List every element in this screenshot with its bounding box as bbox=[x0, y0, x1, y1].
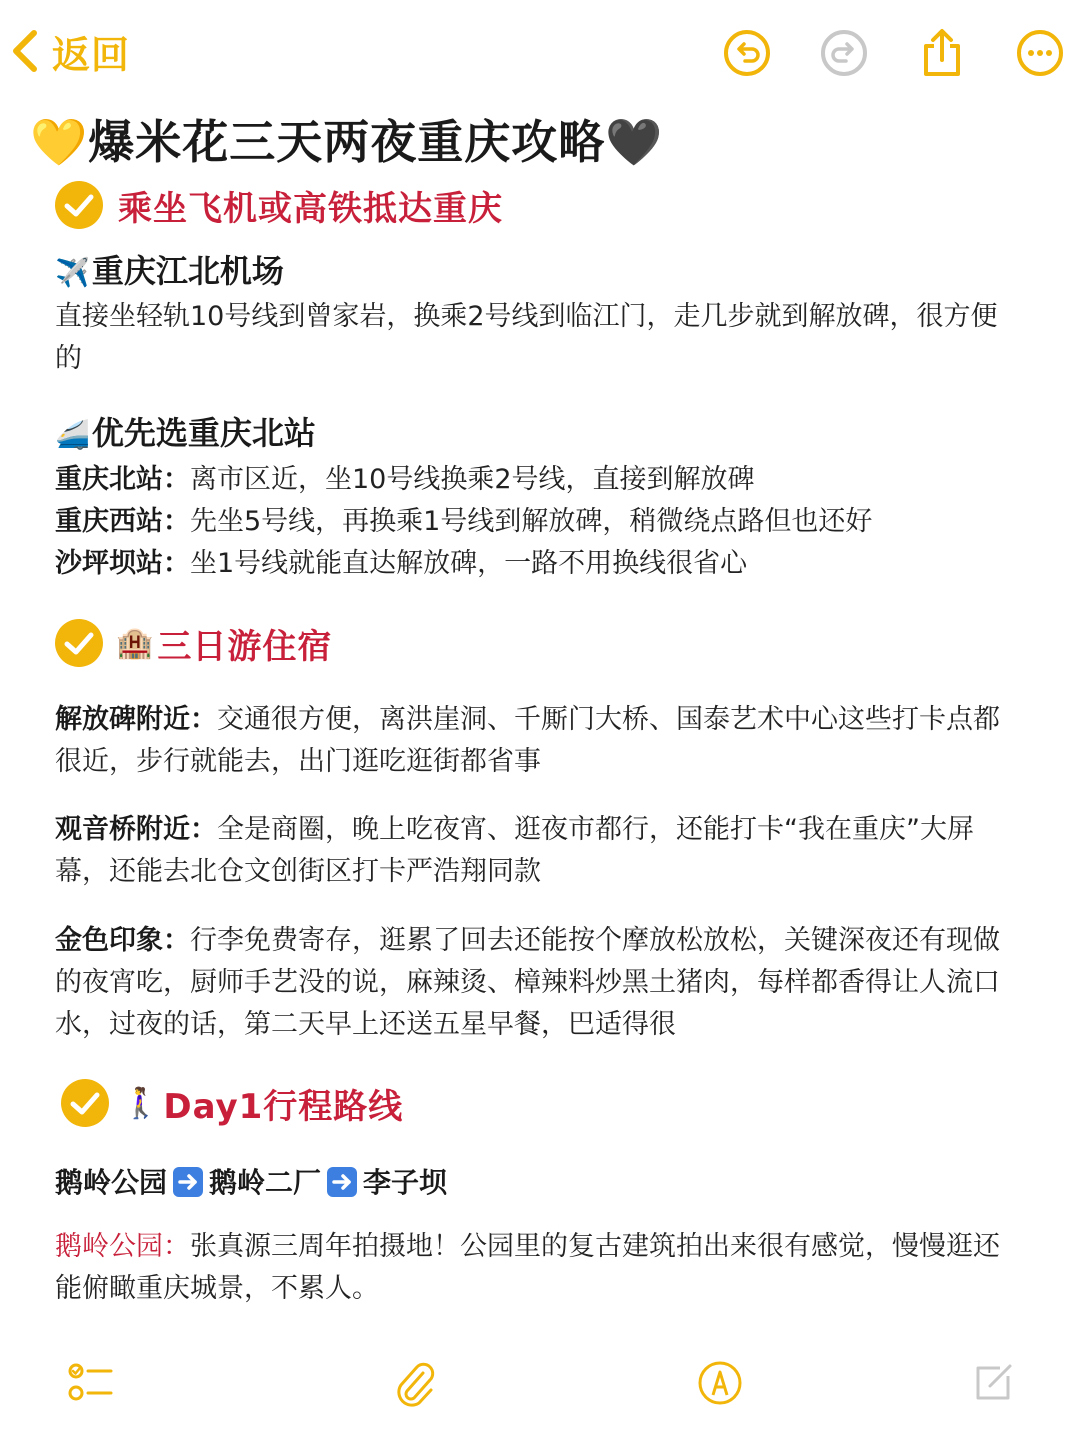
back-label: 返回 bbox=[52, 32, 131, 77]
checkbox-checked-icon[interactable] bbox=[60, 1078, 110, 1128]
lodging-item bbox=[55, 920, 1020, 1046]
stop-text: 张真源三周年拍摄地！公园里的复古建筑拍出来很有感觉，慢慢逛还能俯瞰重庆城景，不累人。 bbox=[55, 1231, 1000, 1304]
bullet-train-icon: 🚄 bbox=[55, 418, 90, 451]
airport-subtitle-text: 重庆江北机场 bbox=[91, 252, 284, 290]
train-subtitle bbox=[55, 408, 316, 454]
lodging-text: 行李免费寄存，逛累了回去还能按个摩放松放松，关键深夜还有现做的夜宵吃，厨师手艺没的说，麻辣烫、樟辣料炒黑土猪肉，每样都香得让人流口水，过夜的话，第二天早上还送五星早餐，巴适得很 bbox=[55, 925, 1000, 1040]
route-stop: 李子坝 bbox=[363, 1166, 448, 1199]
walking-person-icon: 🚶‍♀️ bbox=[122, 1085, 160, 1121]
checklist-icon[interactable] bbox=[66, 1358, 116, 1408]
black-heart-icon: 🖤 bbox=[605, 115, 664, 169]
lodging-label: 金色印象： bbox=[55, 925, 190, 956]
bottom-toolbar bbox=[0, 1340, 1080, 1430]
note-title bbox=[30, 106, 664, 172]
station-label: 沙坪坝站： bbox=[55, 548, 190, 579]
note-title-text: 爆米花三天两夜重庆攻略 bbox=[88, 115, 606, 169]
checkbox-checked-icon[interactable] bbox=[54, 618, 104, 668]
list-item bbox=[55, 459, 1020, 501]
route-stop: 鹅岭二厂 bbox=[209, 1166, 322, 1199]
section-title: Day1行程路线 bbox=[163, 1086, 404, 1127]
station-text: 离市区近，坐10号线换乘2号线，直接到解放碑 bbox=[190, 464, 755, 495]
stop-description bbox=[55, 1226, 1020, 1310]
undo-icon[interactable] bbox=[722, 28, 772, 78]
station-text: 先坐5号线，再换乘1号线到解放碑，稍微绕点路但也还好 bbox=[190, 506, 873, 537]
top-navigation-bar bbox=[0, 0, 1080, 100]
airplane-icon: ✈️ bbox=[55, 256, 90, 289]
section-transport-heading bbox=[54, 180, 503, 230]
station-text: 坐1号线就能直达解放碑，一路不用换线很省心 bbox=[190, 548, 748, 579]
airport-subtitle bbox=[55, 246, 284, 292]
train-subtitle-text: 优先选重庆北站 bbox=[91, 414, 316, 452]
lodging-text: 交通很方便，离洪崖洞、千厮门大桥、国泰艺术中心这些打卡点都很近，步行就能去，出门逛吃逛街都省事 bbox=[55, 704, 1000, 777]
share-icon[interactable] bbox=[917, 28, 967, 78]
airport-paragraph: 直接坐轻轨10号线到曾家岩，换乘2号线到临江门，走几步就到解放碑，很方便的 bbox=[55, 301, 998, 374]
hotel-icon: 🏨 bbox=[116, 625, 154, 661]
back-button[interactable] bbox=[10, 26, 130, 76]
right-arrow-icon bbox=[327, 1167, 357, 1197]
section-lodging-heading bbox=[54, 618, 332, 668]
lodging-label: 观音桥附近： bbox=[55, 814, 217, 845]
station-label: 重庆西站： bbox=[55, 506, 190, 537]
station-list bbox=[55, 459, 1020, 585]
stop-label: 鹅岭公园： bbox=[55, 1231, 190, 1262]
lodging-label: 解放碑附近： bbox=[55, 704, 217, 735]
section-title: 乘坐飞机或高铁抵达重庆 bbox=[118, 188, 503, 229]
lodging-text: 全是商圈，晚上吃夜宵、逛夜市都行，还能打卡“我在重庆”大屏幕，还能去北仓文创街区打卡严浩翔同款 bbox=[55, 814, 974, 887]
more-icon[interactable] bbox=[1015, 28, 1065, 78]
checkbox-checked-icon[interactable] bbox=[54, 180, 104, 230]
markup-pen-icon[interactable] bbox=[695, 1358, 745, 1408]
section-day1-heading bbox=[60, 1078, 403, 1128]
list-item bbox=[55, 543, 1020, 585]
lodging-item bbox=[55, 699, 1020, 783]
section-title: 三日游住宿 bbox=[157, 626, 333, 667]
day1-route bbox=[55, 1161, 447, 1201]
compose-icon[interactable] bbox=[968, 1358, 1018, 1408]
right-arrow-icon bbox=[173, 1167, 203, 1197]
yellow-heart-icon: 💛 bbox=[30, 115, 89, 169]
lodging-item bbox=[55, 809, 1020, 893]
list-item bbox=[55, 501, 1020, 543]
redo-icon[interactable] bbox=[819, 28, 869, 78]
chevron-left-icon bbox=[10, 29, 40, 73]
station-label: 重庆北站： bbox=[55, 464, 190, 495]
paperclip-icon[interactable] bbox=[390, 1358, 440, 1408]
route-stop: 鹅岭公园 bbox=[55, 1166, 168, 1199]
